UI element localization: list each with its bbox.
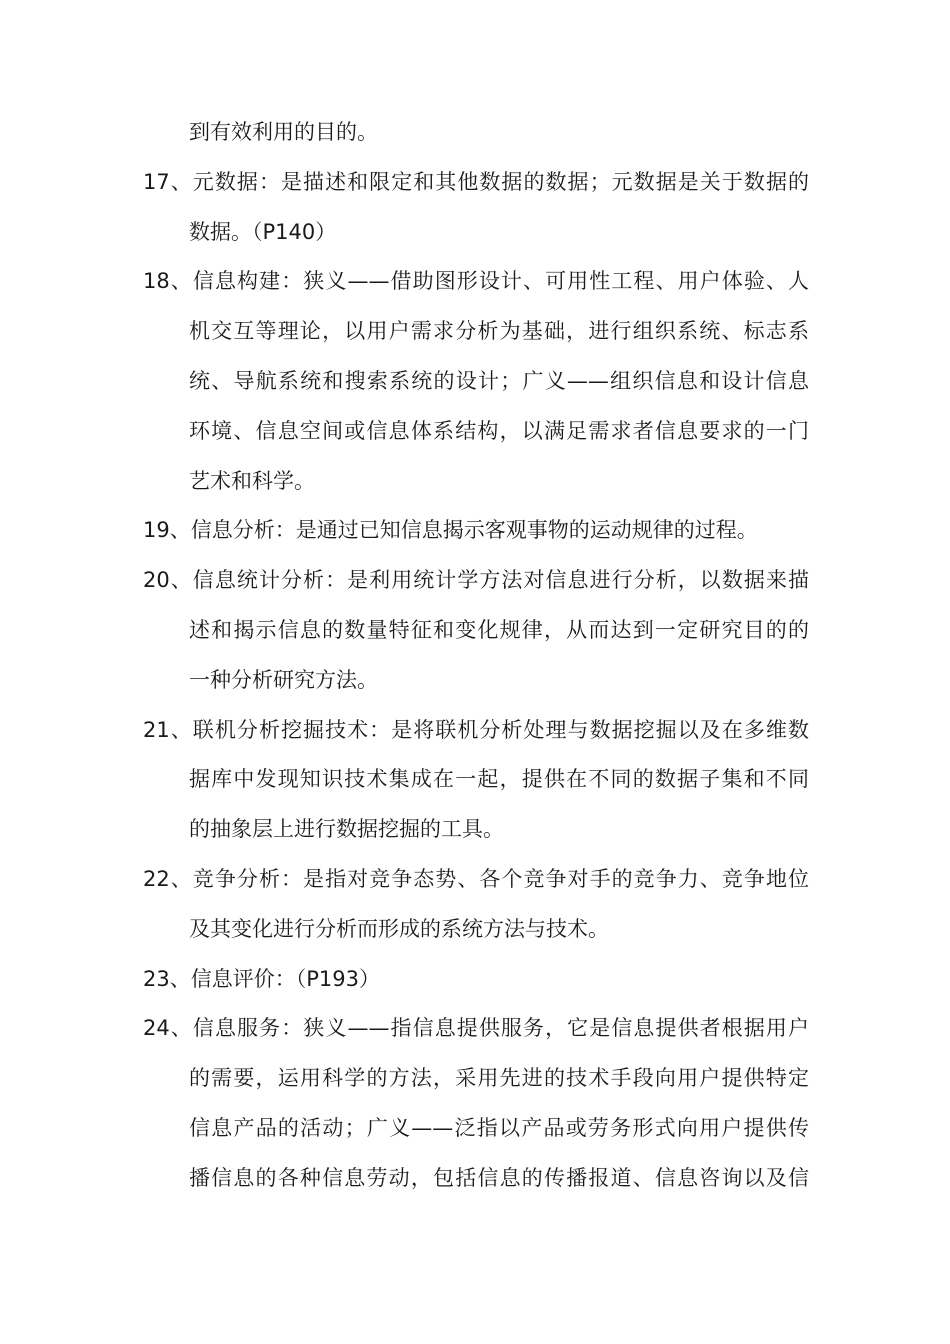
text-line: 18、信息构建：狭义——借助图形设计、可用性工程、用户体验、人 <box>143 269 809 294</box>
text-line: 述和揭示信息的数量特征和变化规律，从而达到一定研究目的的 <box>189 617 809 642</box>
text-line: 到有效利用的目的。 <box>189 120 378 144</box>
text-line: 的抽象层上进行数据挖掘的工具。 <box>189 817 504 842</box>
text-line: 一种分析研究方法。 <box>189 667 378 692</box>
text-line: 信息产品的活动；广义——泛指以产品或劳务形式向用户提供传 <box>189 1115 809 1140</box>
text-line: 统、导航系统和搜索系统的设计；广义——组织信息和设计信息 <box>189 368 809 393</box>
text-line: 19、信息分析：是通过已知信息揭示客观事物的运动规律的过程。 <box>143 518 758 543</box>
text-line: 17、元数据：是描述和限定和其他数据的数据；元数据是关于数据的 <box>143 169 809 194</box>
text-line: 艺术和科学。 <box>189 468 315 493</box>
text-line: 据库中发现知识技术集成在一起，提供在不同的数据子集和不同 <box>189 767 809 792</box>
text-line: 22、竞争分析：是指对竞争态势、各个竞争对手的竞争力、竞争地位 <box>143 866 809 891</box>
text-line: 机交互等理论，以用户需求分析为基础，进行组织系统、标志系 <box>189 319 809 344</box>
text-line: 播信息的各种信息劳动，包括信息的传播报道、信息咨询以及信 <box>189 1165 809 1190</box>
text-line: 20、信息统计分析：是利用统计学方法对信息进行分析，以数据来描 <box>143 568 809 593</box>
text-line: 数据。（P140） <box>189 219 337 244</box>
text-line: 的需要，运用科学的方法，采用先进的技术手段向用户提供特定 <box>189 1066 809 1091</box>
text-line: 21、联机分析挖掘技术：是将联机分析处理与数据挖掘以及在多维数 <box>143 717 809 742</box>
text-line: 23、信息评价：（P193） <box>143 966 380 991</box>
text-line: 环境、信息空间或信息体系结构，以满足需求者信息要求的一门 <box>189 418 809 443</box>
text-line: 及其变化进行分析而形成的系统方法与技术。 <box>189 916 609 941</box>
text-line: 24、信息服务：狭义——指信息提供服务，它是信息提供者根据用户 <box>143 1016 809 1041</box>
document-body <box>143 108 809 1204</box>
